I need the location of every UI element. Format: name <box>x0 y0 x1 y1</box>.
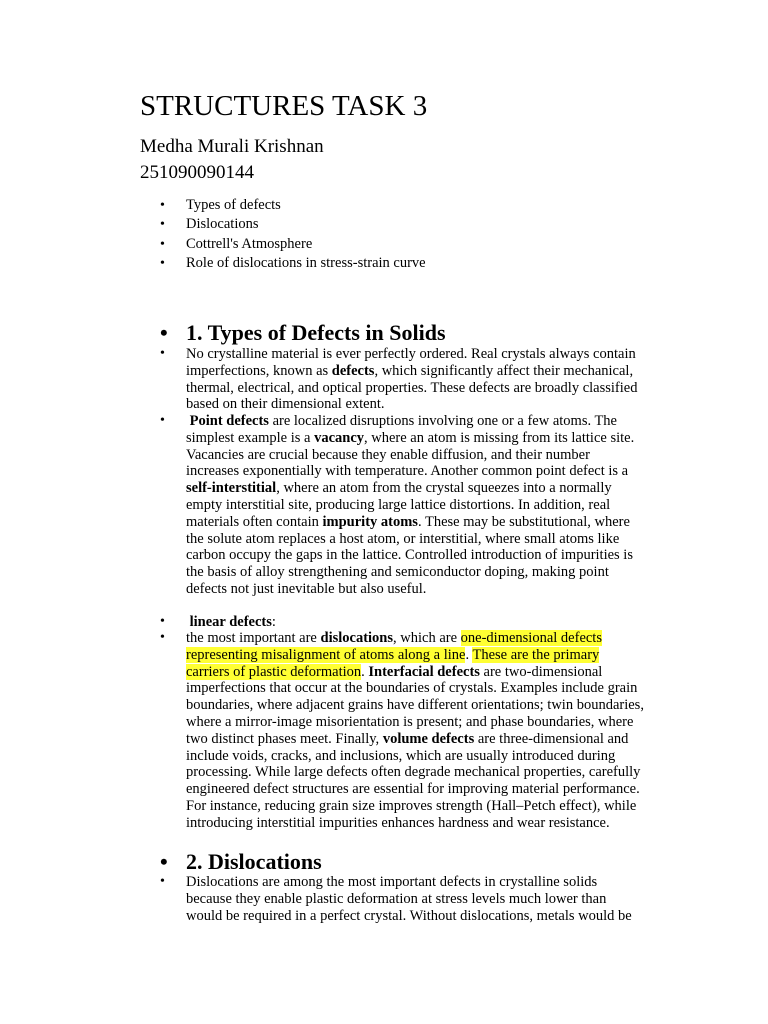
text-line: No crystalline material is ever perfectly ordered. Real crystals always contain <box>186 346 636 362</box>
topic-list-item <box>140 196 680 215</box>
author-name: Medha Murali Krishnan <box>140 136 324 157</box>
text-line: Vacancies are crucial because they enable diffusion, and their number <box>186 446 590 463</box>
text-line: materials often contain impurity atoms. These may be substitutional, where <box>186 513 630 530</box>
paragraph-defects-intro <box>140 346 680 413</box>
text-line: where a mirror-image misorientation is present; and phase boundaries, where <box>186 713 634 730</box>
bullet-icon: • <box>160 849 168 874</box>
text-line: would be required in a perfect crystal. Without dislocations, metals would be <box>186 907 632 924</box>
bullet-icon: • <box>160 255 165 271</box>
topic-label: Types of defects <box>186 197 281 213</box>
text-line: processing. While large defects often degrade mechanical properties, carefully <box>186 764 641 781</box>
text-line: imperfections that occur at the boundaries of crystals. Examples include grain <box>186 680 638 697</box>
text-line: imperfections, known as defects, which significantly affect their mechanical, <box>186 362 634 379</box>
text-line: carriers of plastic deformation. Interfacial defects are two-dimensional <box>186 663 603 680</box>
text-line: self-interstitial, where an atom from the crystal squeezes into a normally <box>186 480 612 497</box>
highlighted-text: carriers of plastic deformation <box>186 663 362 680</box>
paragraph-dislocations-intro <box>140 874 680 924</box>
bullet-icon: • <box>160 217 165 233</box>
text-line: Dislocations are among the most important defects in crystalline solids <box>186 874 598 890</box>
bullet-icon: • <box>160 346 165 361</box>
text-line: linear defects: <box>189 614 276 630</box>
topic-label: Dislocations <box>186 216 259 233</box>
section-heading-text: 1. Types of Defects in Solids <box>186 320 446 345</box>
text-line: introducing interstitial impurities enhances hardness and wear resistance. <box>186 814 610 831</box>
paragraph-linear-defects-label <box>140 614 680 631</box>
text-line: because they enable plastic deformation at stress levels much lower than <box>186 890 607 907</box>
text-line: empty interstitial site, producing large lattice distortions. In addition, real <box>186 496 611 513</box>
text-line: the most important are dislocations, which are one-dimensional defects <box>186 630 602 646</box>
text-line: the solute atom replaces a host atom, or interstitial, where small atoms like <box>186 530 620 547</box>
text-line: engineered defect structures are essential for improving material performance. <box>186 781 640 798</box>
text-line: For instance, reducing grain size improves strength (Hall–Petch effect), while <box>186 797 637 814</box>
text-line: boundaries, where adjacent grains have different orientations; twin boundaries, <box>186 697 644 714</box>
bullet-icon: • <box>160 413 165 428</box>
bullet-icon: • <box>160 614 165 629</box>
text-line: include voids, cracks, and inclusions, which are usually introduced during <box>186 747 616 764</box>
highlighted-text: representing misalignment of atoms along a line <box>186 646 466 663</box>
text-line: Point defects are localized disruptions involving one or a few atoms. The <box>189 413 617 429</box>
section-heading-text: 2. Dislocations <box>186 849 322 874</box>
topic-list-item <box>140 235 680 254</box>
text-line: carbon occupy the gaps in the lattice. Controlled introduction of impurities is <box>186 547 633 564</box>
topic-label: Cottrell's Atmosphere <box>186 235 313 252</box>
text-line: simplest example is a vacancy, where an atom is missing from its lattice site. <box>186 429 635 446</box>
section-heading-types-of-defects <box>140 320 700 346</box>
topic-list-item <box>140 215 680 234</box>
topic-list-item <box>140 254 680 273</box>
text-line: the basis of alloy strengthening and semiconductor doping, making point <box>186 564 609 581</box>
text-line: based on their dimensional extent. <box>186 396 385 413</box>
text-line: thermal, electrical, and optical properties. These defects are broadly classified <box>186 379 638 396</box>
bullet-icon: • <box>160 874 165 889</box>
bullet-icon: • <box>160 236 165 252</box>
paragraph-dislocations-interfacial <box>140 630 680 832</box>
topic-list <box>140 196 680 273</box>
highlighted-text: These are the primary <box>472 646 600 663</box>
text-line: increases exponentially with temperature. Another common point defect is a <box>186 463 629 480</box>
section-heading-dislocations <box>140 849 700 875</box>
topic-label: Role of dislocations in stress-strain curve <box>186 254 426 271</box>
text-line: defects not just inevitable but also useful. <box>186 580 427 597</box>
text-line: two distinct phases meet. Finally, volume defects are three-dimensional and <box>186 730 629 747</box>
bullet-icon: • <box>160 320 168 345</box>
bullet-icon: • <box>160 630 165 645</box>
bullet-icon: • <box>160 198 165 213</box>
roll-number: 251090090144 <box>140 162 254 183</box>
document-title: STRUCTURES TASK 3 <box>140 90 428 122</box>
highlighted-text: one-dimensional defects <box>460 630 602 646</box>
text-line: representing misalignment of atoms along a line. These are the primary <box>186 646 600 663</box>
paragraph-point-defects <box>140 413 680 598</box>
